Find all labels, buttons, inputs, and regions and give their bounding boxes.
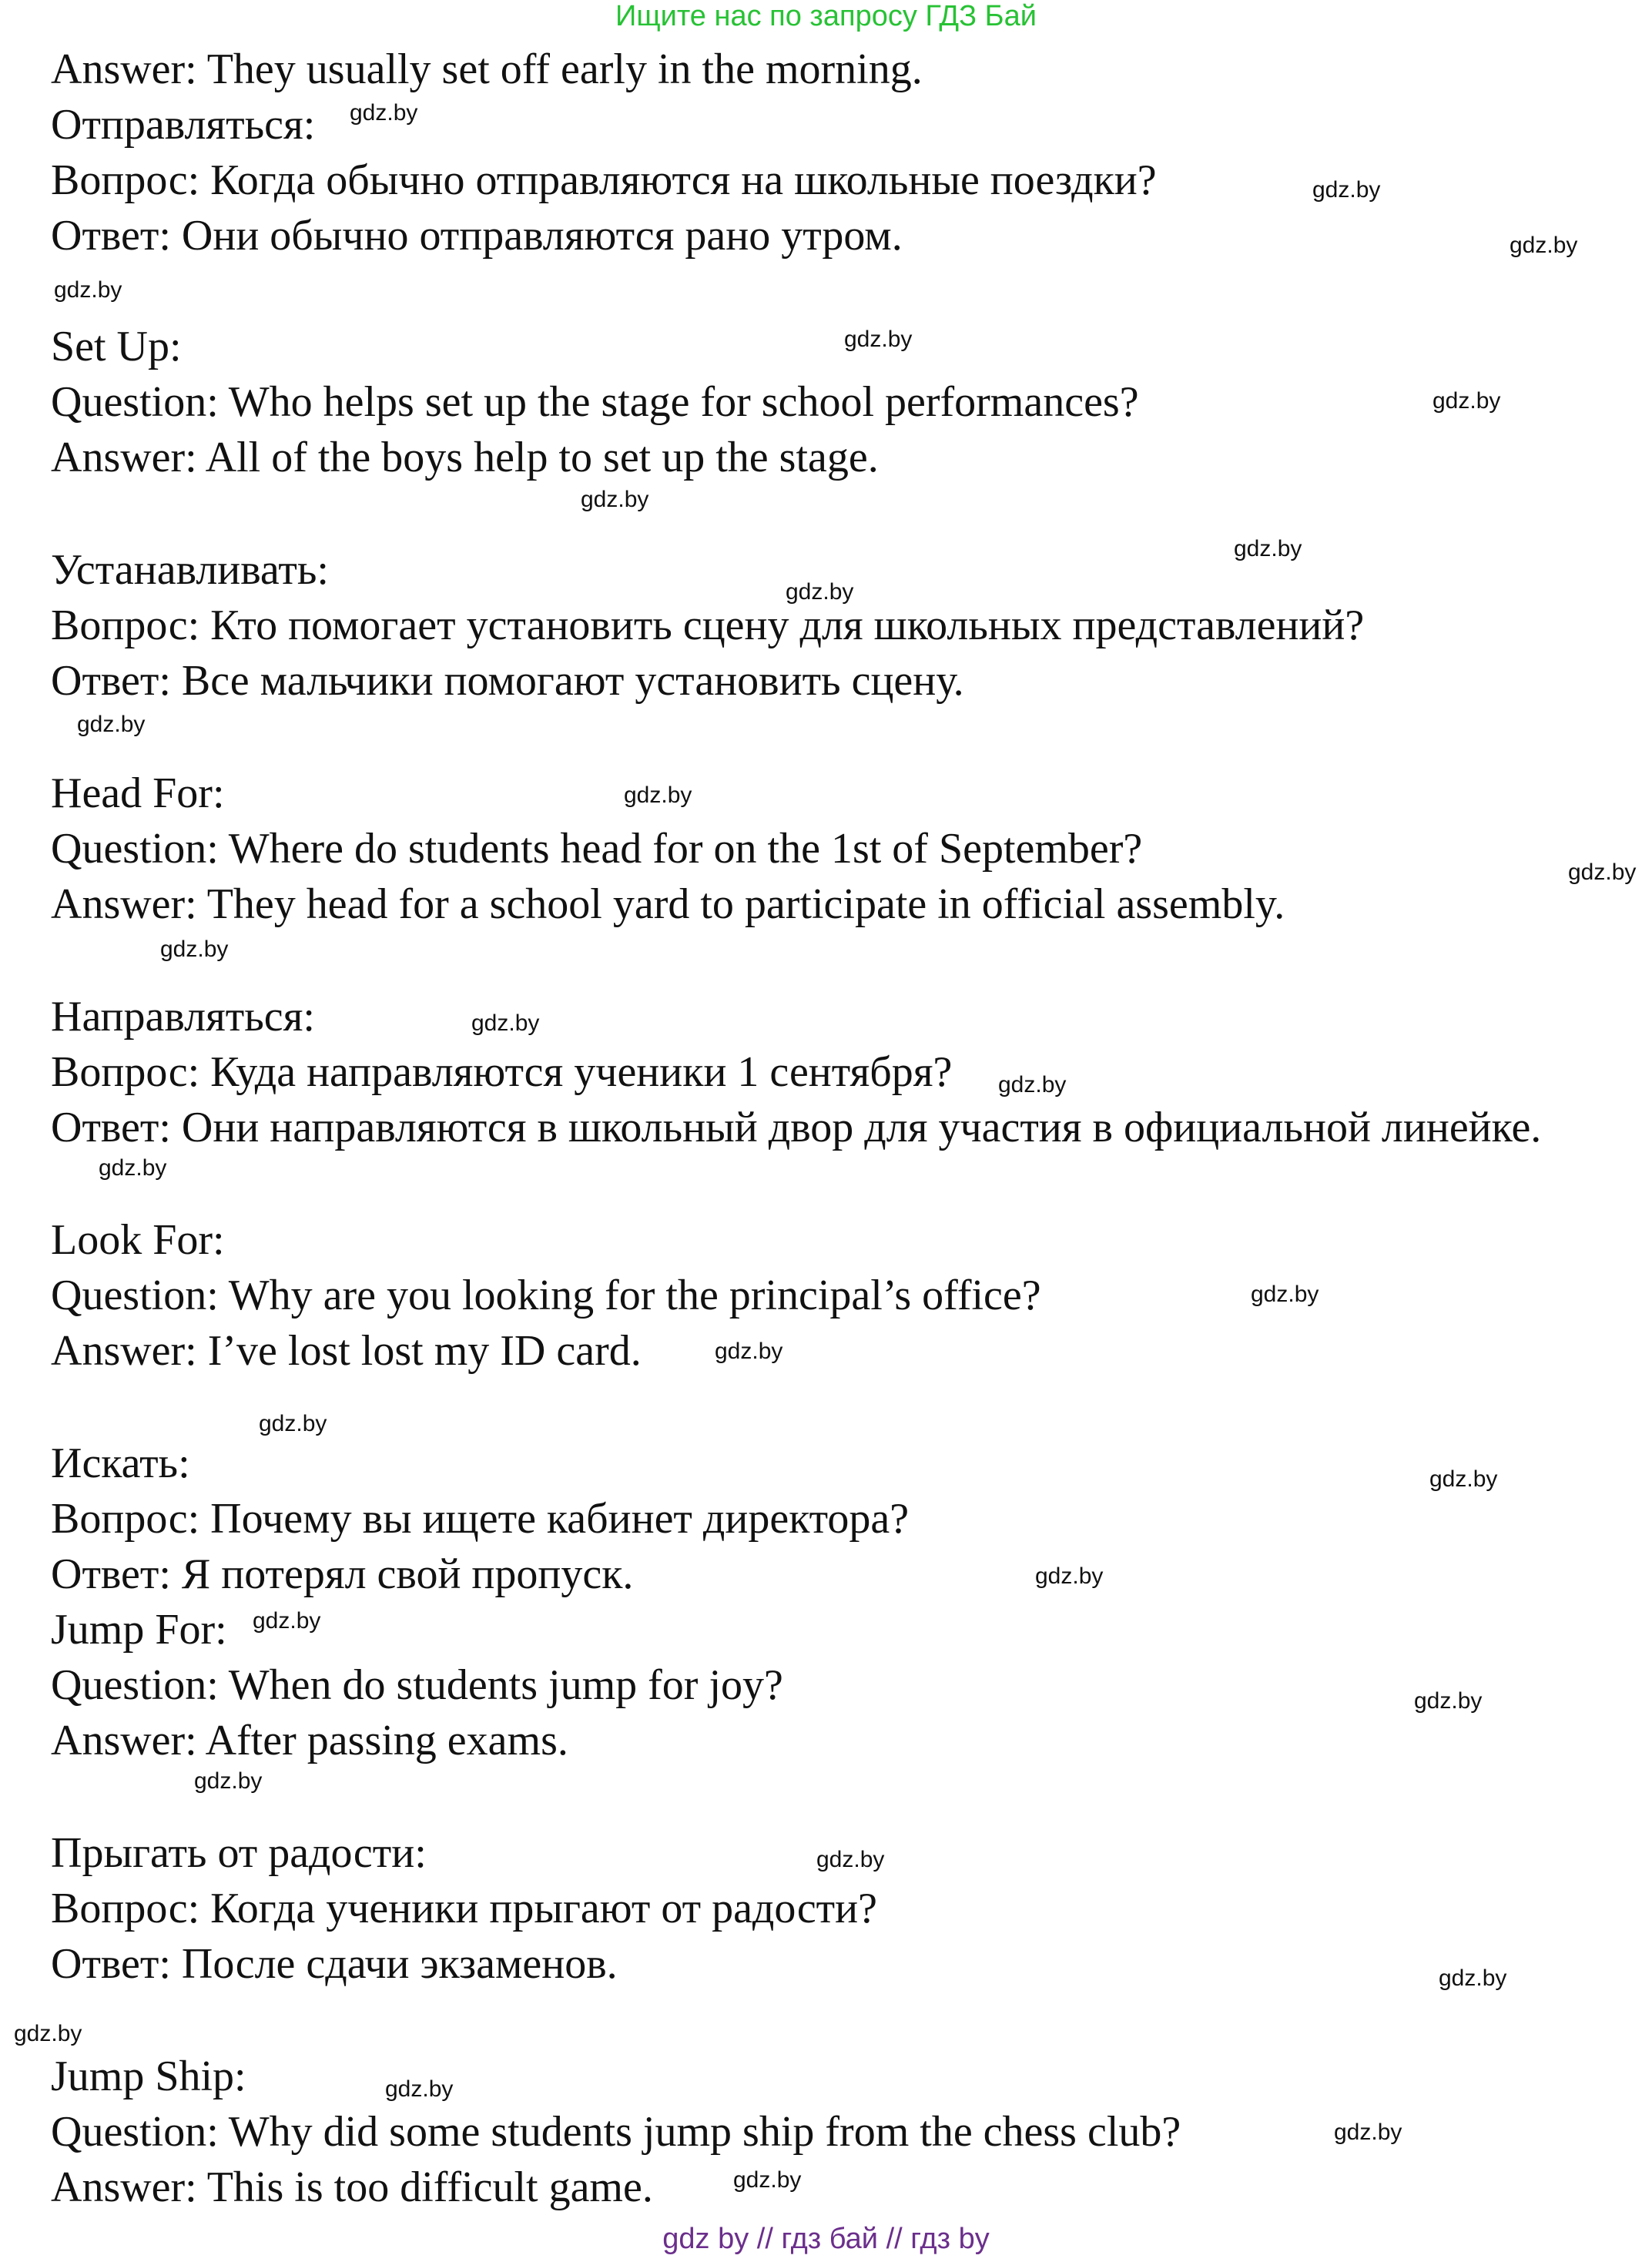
watermark: gdz.by <box>715 1339 783 1364</box>
watermark: gdz.by <box>194 1768 263 1794</box>
text-line: Ответ: Я потерял свой пропуск. <box>51 1550 634 1598</box>
watermark: gdz.by <box>1312 177 1381 203</box>
watermark: gdz.by <box>844 327 913 352</box>
watermark: gdz.by <box>14 2021 82 2046</box>
section-heading: Head For: <box>51 769 225 817</box>
watermark: gdz.by <box>160 937 229 962</box>
text-line: Answer: After passing exams. <box>51 1717 568 1764</box>
text-line: Answer: I’ve lost lost my ID card. <box>51 1327 642 1375</box>
watermark: gdz.by <box>253 1608 321 1634</box>
watermark: gdz.by <box>54 277 122 303</box>
text-line: Вопрос: Когда обычно отправляются на школьные поездки? <box>51 156 1157 204</box>
watermark: gdz.by <box>350 100 418 126</box>
text-line: Question: Why are you looking for the principal’s office? <box>51 1272 1041 1319</box>
watermark: gdz.by <box>1568 860 1637 885</box>
section-heading: Jump Ship: <box>51 2053 246 2100</box>
watermark: gdz.by <box>786 579 854 605</box>
text-line: Question: Where do students head for on the 1st of September? <box>51 825 1143 873</box>
watermark: gdz.by <box>624 782 692 808</box>
text-line: Answer: All of the boys help to set up the stage. <box>51 434 879 481</box>
text-line: Вопрос: Почему вы ищете кабинет директора? <box>51 1495 910 1543</box>
section-heading: Искать: <box>51 1439 190 1487</box>
text-line: Ответ: После сдачи экзаменов. <box>51 1940 618 1988</box>
watermark: gdz.by <box>1429 1466 1498 1492</box>
watermark: gdz.by <box>733 2167 802 2193</box>
text-line: Вопрос: Когда ученики прыгают от радости? <box>51 1885 877 1932</box>
text-line: Answer: This is too difficult game. <box>51 2163 653 2211</box>
text-line: Question: Why did some students jump ship from the chess club? <box>51 2108 1181 2156</box>
watermark: gdz.by <box>816 1847 885 1872</box>
section-heading: Отправляться: <box>51 101 316 149</box>
watermark: gdz.by <box>1035 1563 1104 1589</box>
watermark: gdz.by <box>581 487 649 512</box>
section-heading: Устанавливать: <box>51 546 329 594</box>
watermark: gdz.by <box>1439 1965 1507 1991</box>
text-line: Question: When do students jump for joy? <box>51 1661 783 1709</box>
watermark: gdz.by <box>259 1411 327 1436</box>
text-line: Ответ: Они направляются в школьный двор для участия в официальной линейке. <box>51 1104 1542 1151</box>
watermark: gdz.by <box>385 2076 454 2102</box>
text-line: Вопрос: Кто помогает установить сцену для школьных представлений? <box>51 602 1365 649</box>
watermark: gdz.by <box>99 1155 167 1181</box>
watermark: gdz.by <box>1251 1282 1319 1307</box>
section-heading: Look For: <box>51 1216 225 1264</box>
watermark: gdz.by <box>1234 536 1302 561</box>
watermark: gdz.by <box>1510 233 1578 258</box>
text-line: Answer: They usually set off early in the morning. <box>51 45 923 93</box>
footer-banner: gdz by // гдз бай // гдз by <box>662 2223 990 2255</box>
text-line: Ответ: Они обычно отправляются рано утром. <box>51 212 903 260</box>
watermark: gdz.by <box>77 712 146 737</box>
section-heading: Set Up: <box>51 323 182 370</box>
section-heading: Jump For: <box>51 1606 227 1654</box>
text-line: Question: Who helps set up the stage for school performances? <box>51 378 1139 426</box>
watermark: gdz.by <box>1414 1688 1483 1714</box>
text-line: Вопрос: Куда направляются ученики 1 сентября? <box>51 1048 953 1096</box>
watermark: gdz.by <box>1433 388 1501 414</box>
section-heading: Прыгать от радости: <box>51 1829 427 1877</box>
section-heading: Направляться: <box>51 993 315 1041</box>
watermark: gdz.by <box>1334 2120 1402 2145</box>
watermark: gdz.by <box>471 1010 540 1036</box>
text-line: Answer: They head for a school yard to participate in official assembly. <box>51 880 1285 928</box>
text-line: Ответ: Все мальчики помогают установить сцену. <box>51 657 964 705</box>
watermark: gdz.by <box>998 1072 1067 1097</box>
header-banner: Ищите нас по запросу ГДЗ Бай <box>615 0 1037 32</box>
